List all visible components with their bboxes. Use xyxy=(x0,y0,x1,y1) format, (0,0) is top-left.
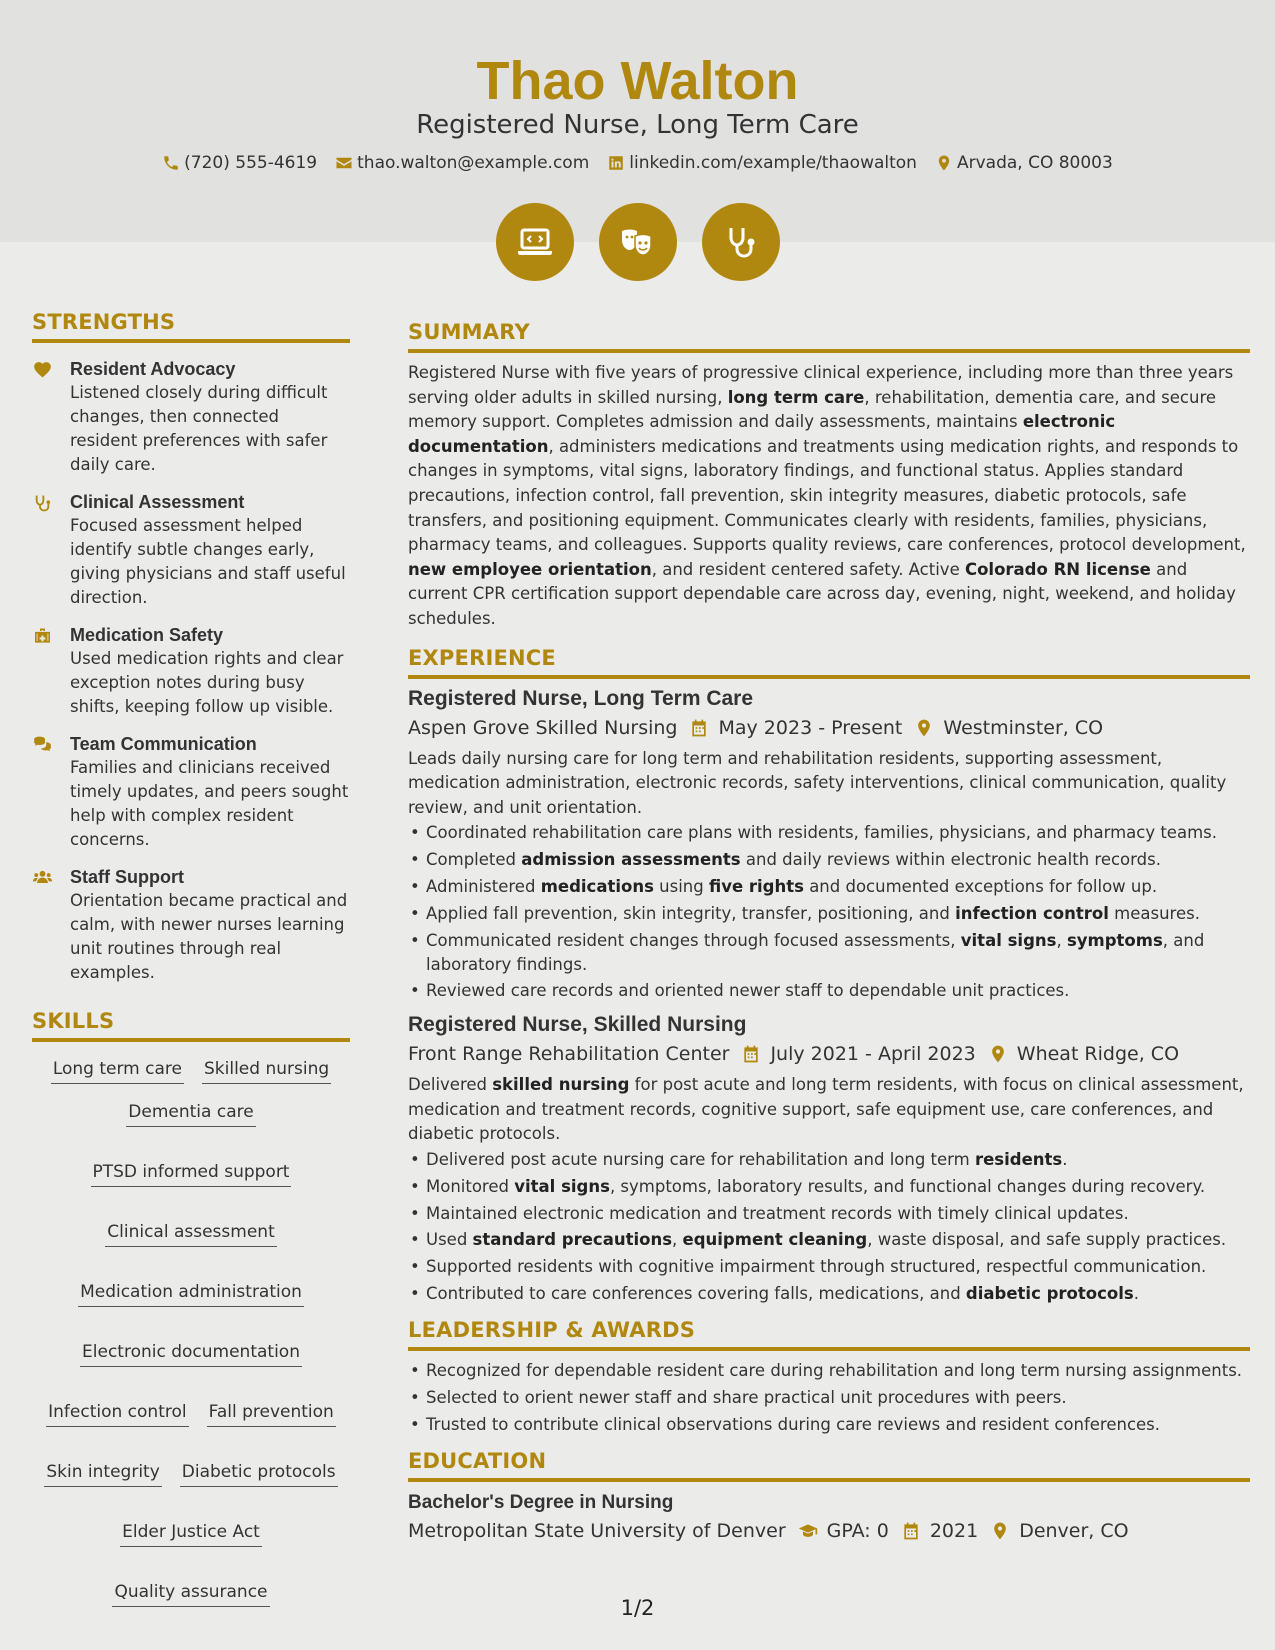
badge-laptop xyxy=(496,203,574,281)
contact-bar xyxy=(0,153,1275,173)
map-marker-icon xyxy=(988,1044,1008,1064)
skills-heading: SKILLS xyxy=(32,1009,350,1042)
heart-icon xyxy=(32,360,53,380)
right-column xyxy=(408,310,1250,1542)
list-item: • Applied fall prevention, skin integrity, transfer, positioning, and infection control measures. xyxy=(408,902,1250,926)
list-item: • Monitored vital signs, symptoms, laboratory results, and functional changes during recovery. xyxy=(408,1175,1250,1199)
strength-item xyxy=(32,732,350,852)
list-item: • Coordinated rehabilitation care plans with residents, families, physicians, and pharmacy teams. xyxy=(408,821,1250,845)
list-item: • Recognized for dependable resident care during rehabilitation and long term nursing assignments. xyxy=(408,1359,1250,1383)
map-marker-icon xyxy=(990,1521,1010,1541)
phone-icon xyxy=(162,154,180,172)
strength-title: Staff Support xyxy=(70,867,184,887)
users-icon xyxy=(32,868,53,888)
graduation-year: 2021 xyxy=(929,1519,979,1542)
badge-stethoscope xyxy=(702,203,780,281)
map-marker-icon xyxy=(935,154,953,172)
skill-tag: Diabetic protocols xyxy=(180,1461,338,1487)
laptop-code-icon xyxy=(515,222,555,262)
skills-list xyxy=(32,1058,350,1607)
skill-tag: Skilled nursing xyxy=(202,1058,331,1084)
strength-desc: Orientation became practical and calm, with newer nurses learning unit routines through real examples. xyxy=(70,891,348,982)
strength-desc: Used medication rights and clear exception notes during busy shifts, keeping follow up visible. xyxy=(70,649,344,716)
calendar-icon xyxy=(741,1044,761,1064)
job-location: Westminster, CO xyxy=(943,716,1104,739)
contact-email[interactable] xyxy=(335,153,589,173)
strength-item xyxy=(32,865,350,985)
stethoscope-icon xyxy=(32,493,53,513)
medkit-icon xyxy=(32,626,53,646)
job-company: Aspen Grove Skilled Nursing xyxy=(408,716,678,739)
list-item: • Used standard precautions, equipment cleaning, waste disposal, and safe supply practices. xyxy=(408,1228,1250,1252)
job-location: Wheat Ridge, CO xyxy=(1016,1043,1180,1066)
phone-text: (720) 555-4619 xyxy=(184,153,318,173)
strengths-heading: STRENGTHS xyxy=(32,310,350,343)
contact-location xyxy=(935,153,1113,173)
skill-tag: Electronic documentation xyxy=(80,1341,302,1367)
contact-phone[interactable] xyxy=(162,153,317,173)
strength-title: Resident Advocacy xyxy=(70,359,236,379)
skill-tag: Quality assurance xyxy=(112,1581,269,1607)
graduation-cap-icon xyxy=(798,1521,818,1541)
job-description: Leads daily nursing care for long term and rehabilitation residents, supporting assessment, medication administration, electronic records, safety interventions, clinical communication, quality review, and unit orientation. xyxy=(408,748,1227,817)
list-item: • Communicated resident changes through focused assessments, vital signs, symptoms, and laboratory findings. xyxy=(408,929,1250,977)
strength-item xyxy=(32,623,350,719)
stethoscope-icon xyxy=(721,222,761,262)
page-number: 1/2 xyxy=(620,1596,655,1620)
job-bullets xyxy=(408,1148,1250,1306)
list-item: • Reviewed care records and oriented newer staff to dependable unit practices. xyxy=(408,979,1250,1003)
left-column xyxy=(32,310,350,1607)
candidate-role: Registered Nurse, Long Term Care xyxy=(416,110,859,140)
skill-tag: Skin integrity xyxy=(44,1461,161,1487)
strength-item xyxy=(32,490,350,610)
strength-title: Clinical Assessment xyxy=(70,492,245,512)
list-item: • Trusted to contribute clinical observations during care reviews and resident conferences. xyxy=(408,1413,1250,1437)
list-item: • Contributed to care conferences covering falls, medications, and diabetic protocols. xyxy=(408,1282,1250,1306)
summary-heading: SUMMARY xyxy=(408,320,1250,353)
badge-masks xyxy=(599,203,677,281)
job-title: Registered Nurse, Skilled Nursing xyxy=(408,1013,747,1037)
strength-title: Medication Safety xyxy=(70,625,224,645)
skill-tag: Elder Justice Act xyxy=(120,1521,262,1547)
header-badges xyxy=(0,203,1275,281)
leadership-heading: LEADERSHIP & AWARDS xyxy=(408,1318,1250,1351)
linkedin-icon xyxy=(607,154,625,172)
email-text: thao.walton@example.com xyxy=(357,153,590,173)
skill-tag: Medication administration xyxy=(78,1281,304,1307)
education-heading: EDUCATION xyxy=(408,1449,1250,1482)
envelope-icon xyxy=(335,154,353,172)
education-meta xyxy=(408,1520,1250,1542)
strength-desc: Families and clinicians received timely updates, and peers sought help with complex resident concerns. xyxy=(70,758,349,849)
job-dates: May 2023 - Present xyxy=(718,716,903,739)
job-description: Delivered skilled nursing for post acute and long term residents, with focus on clinical assessment, medication and treatment records, cognitive support, safe equipment use, care conferences, and diabetic protocols. xyxy=(408,1075,1244,1144)
summary-text: Registered Nurse with five years of progressive clinical experience, including more than three years serving older adults in skilled nursing, long term care, rehabilitation, dementia care, and secure memory support. Completes admission and daily assessments, maintains electronic documentation, administers medications and treatments using medication rights, and responds to changes in symptoms, vital signs, laboratory findings, and functional status. Applies standard precautions, infection control, fall prevention, skin integrity measures, diabetic protocols, safe transfers, and positioning equipment. Communicates clearly with residents, families, physicians, pharmacy teams, and colleagues. Supports quality reviews, care conferences, protocol development, new employee orientation, and resident centered safety. Active Colorado RN license and current CPR certification support dependable care across day, evening, night, weekend, and holiday schedules. xyxy=(408,363,1246,628)
list-item: • Administered medications using five rights and documented exceptions for follow up. xyxy=(408,875,1250,899)
skill-tag: Dementia care xyxy=(126,1101,255,1127)
linkedin-text: linkedin.com/example/thaowalton xyxy=(629,153,917,173)
skill-tag: Clinical assessment xyxy=(105,1221,276,1247)
location-text: Arvada, CO 80003 xyxy=(956,153,1113,173)
job-meta xyxy=(408,717,1250,739)
skill-tag: PTSD informed support xyxy=(91,1161,292,1187)
strengths-list xyxy=(32,357,350,985)
list-item: • Delivered post acute nursing care for rehabilitation and long term residents. xyxy=(408,1148,1250,1172)
list-item: • Selected to orient newer staff and share practical unit procedures with peers. xyxy=(408,1386,1250,1410)
calendar-icon xyxy=(689,718,709,738)
leadership-list xyxy=(408,1359,1250,1437)
map-marker-icon xyxy=(914,718,934,738)
list-item: • Maintained electronic medication and treatment records with timely clinical updates. xyxy=(408,1202,1250,1226)
job-bullets xyxy=(408,821,1250,1003)
experience-heading: EXPERIENCE xyxy=(408,646,1250,679)
skill-tag: Fall prevention xyxy=(207,1401,336,1427)
list-item: • Supported residents with cognitive impairment through structured, respectful communication. xyxy=(408,1255,1250,1279)
strength-title: Team Communication xyxy=(70,734,257,754)
list-item: • Completed admission assessments and daily reviews within electronic health records. xyxy=(408,848,1250,872)
skill-tag: Infection control xyxy=(46,1401,188,1427)
contact-linkedin[interactable] xyxy=(607,153,917,173)
job-meta xyxy=(408,1043,1250,1065)
education-location: Denver, CO xyxy=(1019,1519,1129,1542)
job-dates: July 2021 - April 2023 xyxy=(770,1043,976,1066)
strength-desc: Focused assessment helped identify subtle changes early, giving physicians and staff useful direction. xyxy=(70,516,346,607)
school-name: Metropolitan State University of Denver xyxy=(408,1519,786,1542)
strength-item xyxy=(32,357,350,477)
skill-tag: Long term care xyxy=(51,1058,184,1084)
job-company: Front Range Rehabilitation Center xyxy=(408,1043,730,1066)
candidate-name: Thao Walton xyxy=(476,51,799,111)
calendar-icon xyxy=(901,1521,921,1541)
job-title: Registered Nurse, Long Term Care xyxy=(408,686,754,710)
comments-icon xyxy=(32,735,53,755)
strength-desc: Listened closely during difficult changes, then connected resident preferences with safer daily care. xyxy=(70,383,328,474)
gpa-text: GPA: 0 xyxy=(826,1519,889,1542)
degree-title: Bachelor's Degree in Nursing xyxy=(408,1491,674,1513)
theater-masks-icon xyxy=(618,222,658,262)
